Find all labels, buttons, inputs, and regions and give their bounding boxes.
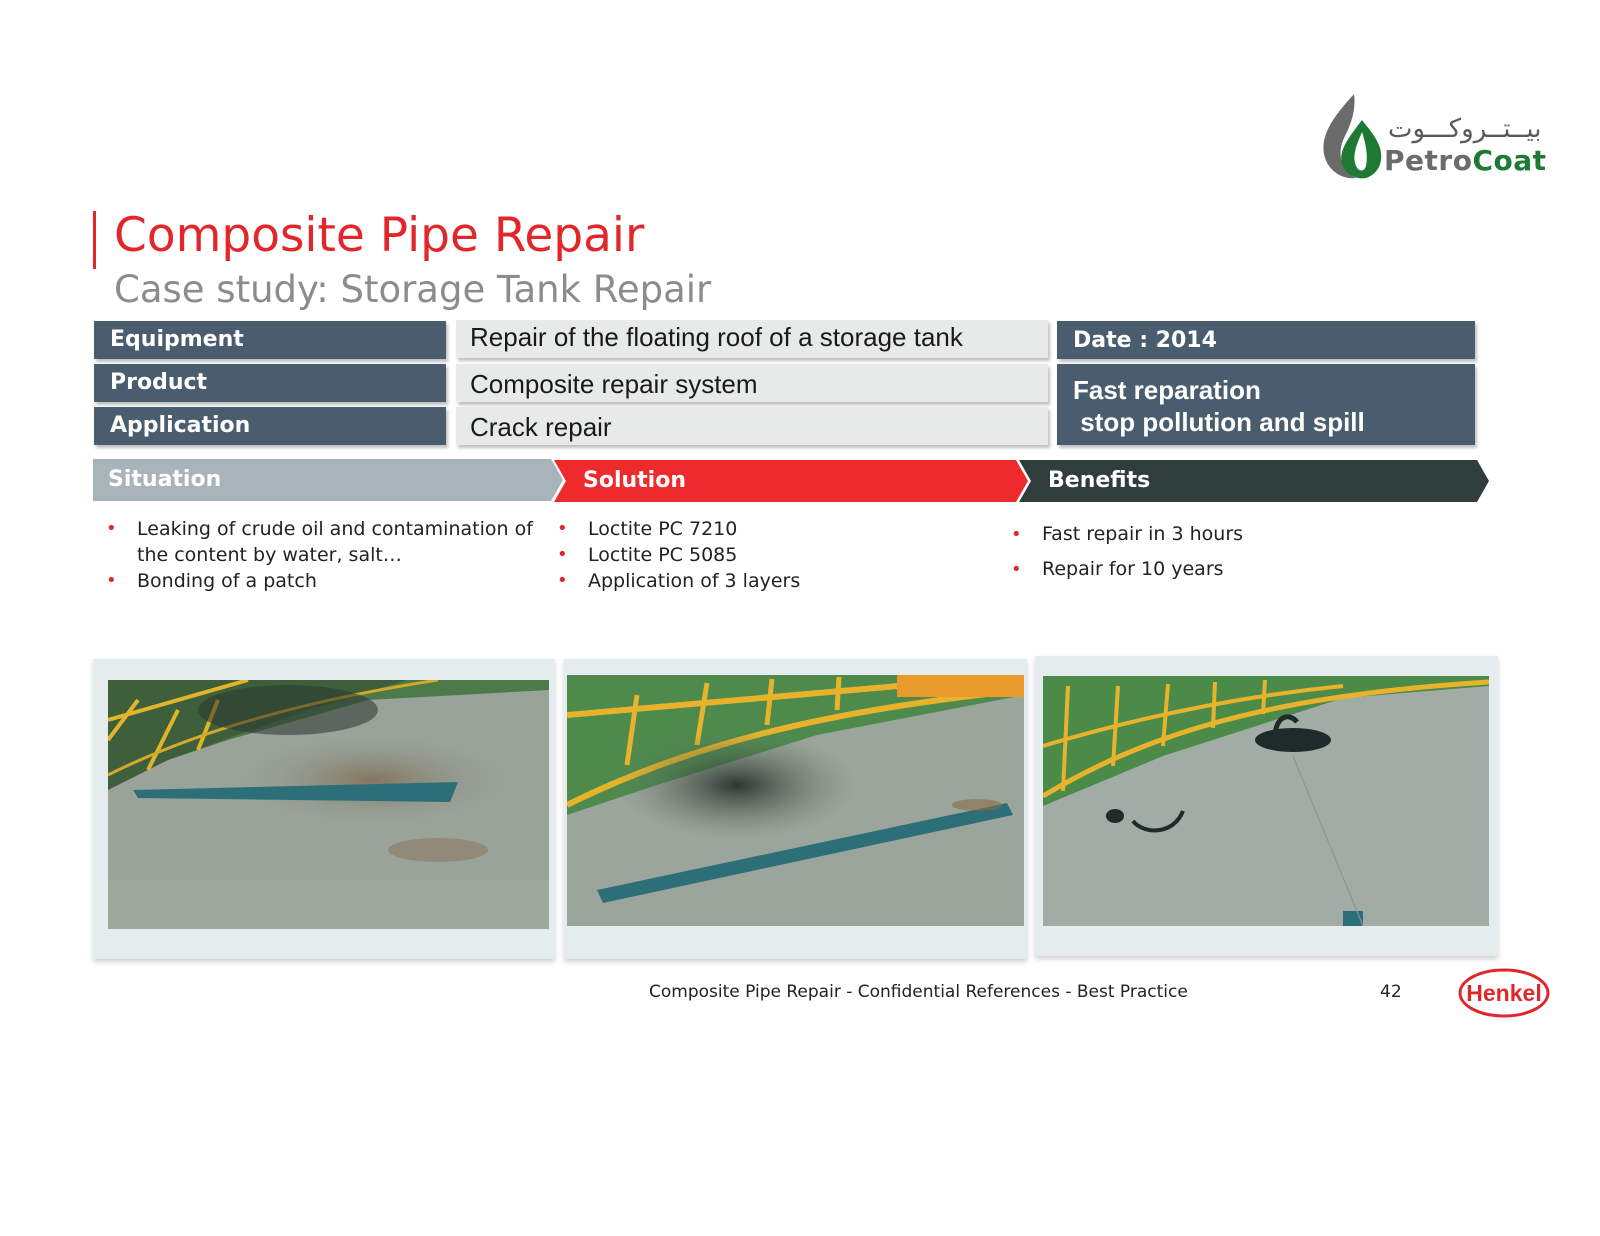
- solution-bullet: • Application of 3 layers: [557, 568, 997, 594]
- date-box: Date : 2014: [1057, 321, 1475, 359]
- henkel-logo: [1458, 967, 1550, 1019]
- logo-arabic-text: بيــتــروكـــوت: [1388, 114, 1542, 144]
- situation-bullet: • Leaking of crude oil and contamination of the content by water, salt…: [106, 516, 546, 568]
- equipment-value: Repair of the floating roof of a storage tank: [456, 320, 1048, 358]
- situation-list: [106, 516, 546, 594]
- benefits-bullet: • Fast repair in 3 hours: [1011, 517, 1451, 552]
- solution-chevron: [554, 460, 1030, 502]
- solution-bullet: • Loctite PC 5085: [557, 542, 997, 568]
- situation-label: Situation: [108, 467, 222, 492]
- solution-bullet: • Loctite PC 7210: [557, 516, 997, 542]
- page-number: 42: [1380, 982, 1402, 1002]
- henkel-wordmark: Henkel: [1466, 980, 1542, 1006]
- product-label: Product: [94, 364, 446, 402]
- logo-word-petro: Petro: [1384, 144, 1473, 177]
- key-benefit-line2: stop pollution and spill: [1073, 407, 1365, 437]
- title-accent-bar: [93, 211, 96, 269]
- solution-label: Solution: [583, 468, 686, 493]
- key-benefit-box: [1057, 364, 1475, 445]
- product-value: Composite repair system: [456, 364, 1048, 402]
- petrocoat-logo: [1318, 92, 1580, 188]
- application-value: Crack repair: [456, 407, 1048, 445]
- page-subtitle: Case study: Storage Tank Repair: [114, 268, 712, 311]
- patch-application-photo: [567, 675, 1024, 926]
- logo-wordmark: [1384, 144, 1547, 177]
- equipment-label: Equipment: [94, 321, 446, 359]
- page-title: Composite Pipe Repair: [114, 208, 645, 263]
- benefits-label: Benefits: [1048, 468, 1151, 493]
- benefits-bullet: • Repair for 10 years: [1011, 552, 1451, 587]
- footer-text: Composite Pipe Repair - Confidential References - Best Practice: [649, 982, 1188, 1002]
- benefits-chevron: [1019, 460, 1491, 502]
- completed-repair-photo: [1043, 676, 1489, 926]
- key-benefit-line1: Fast reparation: [1073, 375, 1261, 405]
- benefits-list: [1011, 517, 1451, 587]
- green-flame-drop-icon: [1318, 92, 1388, 184]
- logo-word-coat: Coat: [1472, 144, 1547, 177]
- situation-bullet: • Bonding of a patch: [106, 568, 546, 594]
- application-label: Application: [94, 407, 446, 445]
- solution-list: [557, 516, 997, 594]
- situation-chevron: [93, 459, 565, 501]
- tank-roof-crack-photo: [108, 680, 549, 929]
